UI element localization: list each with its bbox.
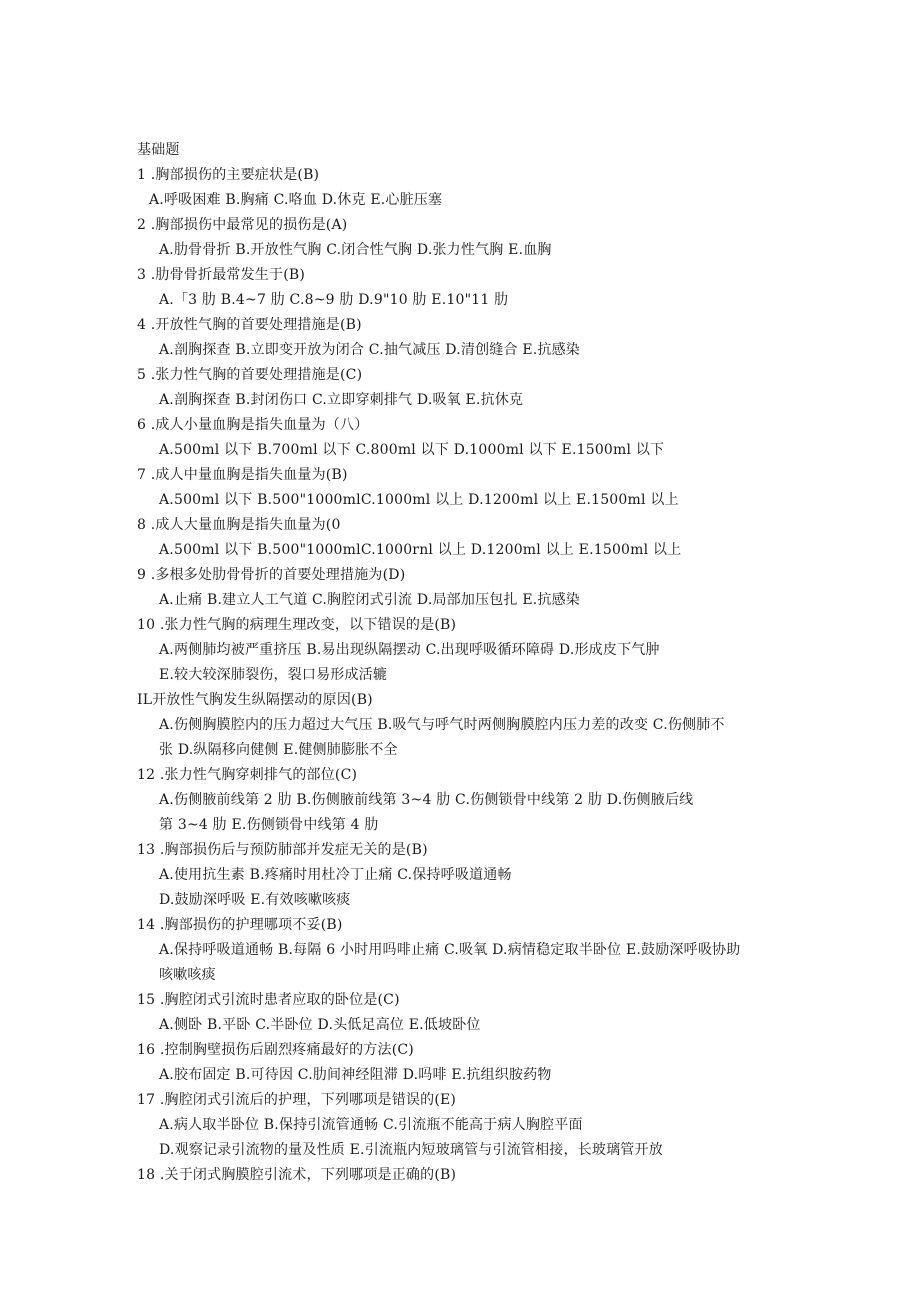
question-stem: IL开放性气胸发生纵隔摆动的原因(B) bbox=[137, 692, 373, 708]
question-stem: 7 .成人中量血胸是指失血量为(B) bbox=[137, 467, 348, 483]
question-stem: 18 .关于闭式胸膜腔引流术，下列哪项是正确的(B) bbox=[137, 1167, 457, 1183]
answer-options: 咳嗽咳痰 bbox=[159, 967, 216, 983]
answer-options: D.鼓励深呼吸 E.有效咳嗽咳痰 bbox=[159, 892, 351, 908]
question-stem: 9 .多根多处肋骨骨折的首要处理措施为(D) bbox=[137, 567, 406, 583]
question-stem: 14 .胸部损伤的护理哪项不妥(B) bbox=[137, 917, 343, 933]
answer-options: A.500ml 以下 B.500"1000mlC.1000rnl 以上 D.1200ml 以上 E.1500ml 以上 bbox=[159, 542, 682, 558]
answer-options: A.侧卧 B.平卧 C.半卧位 D.头低足高位 E.低坡卧位 bbox=[159, 1017, 481, 1033]
answer-options: A.剖胸探查 B.封闭伤口 C.立即穿刺排气 D.吸氧 E.抗休克 bbox=[159, 392, 524, 408]
question-stem: 3 .肋骨骨折最常发生于(B) bbox=[137, 267, 306, 283]
question-stem: 17 .胸腔闭式引流后的护理，下列哪项是错误的(E) bbox=[137, 1092, 457, 1108]
answer-options: A.剖胸探查 B.立即变开放为闭合 C.抽气减压 D.清创缝合 E.抗感染 bbox=[159, 342, 581, 358]
question-stem: 15 .胸腔闭式引流时患者应取的卧位是(C) bbox=[137, 992, 400, 1008]
section-heading: 基础题 bbox=[137, 142, 180, 158]
question-stem: 16 .控制胸壁损伤后剧烈疼痛最好的方法(C) bbox=[137, 1042, 414, 1058]
answer-options: A.使用抗生素 B.疼痛时用杜冷丁止痛 C.保持呼吸道通畅 bbox=[159, 867, 512, 883]
question-stem: 6 .成人小量血胸是指失血量为（八） bbox=[137, 417, 369, 433]
answer-options: 第 3~4 肋 E.伤侧锁骨中线第 4 肋 bbox=[159, 817, 379, 833]
answer-options: A.伤侧胸膜腔内的压力超过大气压 B.吸气与呼气时两侧胸膜腔内压力差的改变 C.伤侧肺不 bbox=[159, 717, 725, 733]
answer-options: A.止痛 B.建立人工气道 C.胸腔闭式引流 D.局部加压包扎 E.抗感染 bbox=[159, 592, 581, 608]
answer-options: E.较大较深肺裂伤，裂口易形成活辘 bbox=[159, 667, 388, 683]
question-list bbox=[137, 163, 817, 1188]
answer-options: A.肋骨骨折 B.开放性气胸 C.闭合性气胸 D.张力性气胸 E.血胸 bbox=[159, 242, 552, 258]
question-stem: 5 .张力性气胸的首要处理措施是(C) bbox=[137, 367, 363, 383]
answer-options: A.病人取半卧位 B.保持引流管通畅 C.引流瓶不能高于病人胸腔平面 bbox=[159, 1117, 583, 1133]
question-stem: 4 .开放性气胸的首要处理措施是(B) bbox=[137, 317, 362, 333]
question-stem: 13 .胸部损伤后与预防肺部并发症无关的是(B) bbox=[137, 842, 428, 858]
answer-options: A.500ml 以下 B.500"1000mlC.1000ml 以上 D.1200ml 以上 E.1500ml 以上 bbox=[159, 492, 679, 508]
document-body bbox=[137, 138, 817, 1188]
answer-options: A.「3 肋 B.4~7 肋 C.8~9 肋 D.9"10 肋 E.10"11 肋 bbox=[159, 292, 509, 308]
answer-options: A.两侧肺均被严重挤压 B.易出现纵隔摆动 C.出现呼吸循环障碍 D.形成皮下气肿 bbox=[159, 642, 660, 658]
answer-options: A.保持呼吸道通畅 B.每隔 6 小时用吗啡止痛 C.吸氧 D.病情稳定取半卧位 E.鼓励深呼吸协助 bbox=[159, 942, 741, 958]
question-stem: 1 .胸部损伤的主要症状是(B) bbox=[137, 167, 320, 183]
question-stem: 2 .胸部损伤中最常见的损伤是(A) bbox=[137, 217, 348, 233]
answer-options: A.伤侧腋前线第 2 肋 B.伤侧腋前线第 3~4 肋 C.伤侧锁骨中线第 2 肋 D.伤侧腋后线 bbox=[159, 792, 694, 808]
answer-options: A.呼吸困难 B.胸痛 C.咯血 D.休克 E.心脏压塞 bbox=[149, 192, 443, 208]
question-stem: 10 .张力性气胸的病理生理改变，以下错误的是(B) bbox=[137, 617, 457, 633]
answer-options: D.观察记录引流物的量及性质 E.引流瓶内短玻璃管与引流管相接，长玻璃管开放 bbox=[159, 1142, 663, 1158]
question-stem: 8 .成人大量血胸是指失血量为(0 bbox=[137, 517, 341, 533]
answer-options: A.500ml 以下 B.700ml 以下 C.800ml 以下 D.1000ml 以下 E.1500ml 以下 bbox=[159, 442, 665, 458]
answer-options: A.胶布固定 B.可待因 C.肋间神经阻滞 D.吗啡 E.抗组织胺药物 bbox=[159, 1067, 552, 1083]
answer-options: 张 D.纵隔移向健侧 E.健侧肺膨胀不全 bbox=[159, 742, 398, 758]
question-stem: 12 .张力性气胸穿刺排气的部位(C) bbox=[137, 767, 358, 783]
